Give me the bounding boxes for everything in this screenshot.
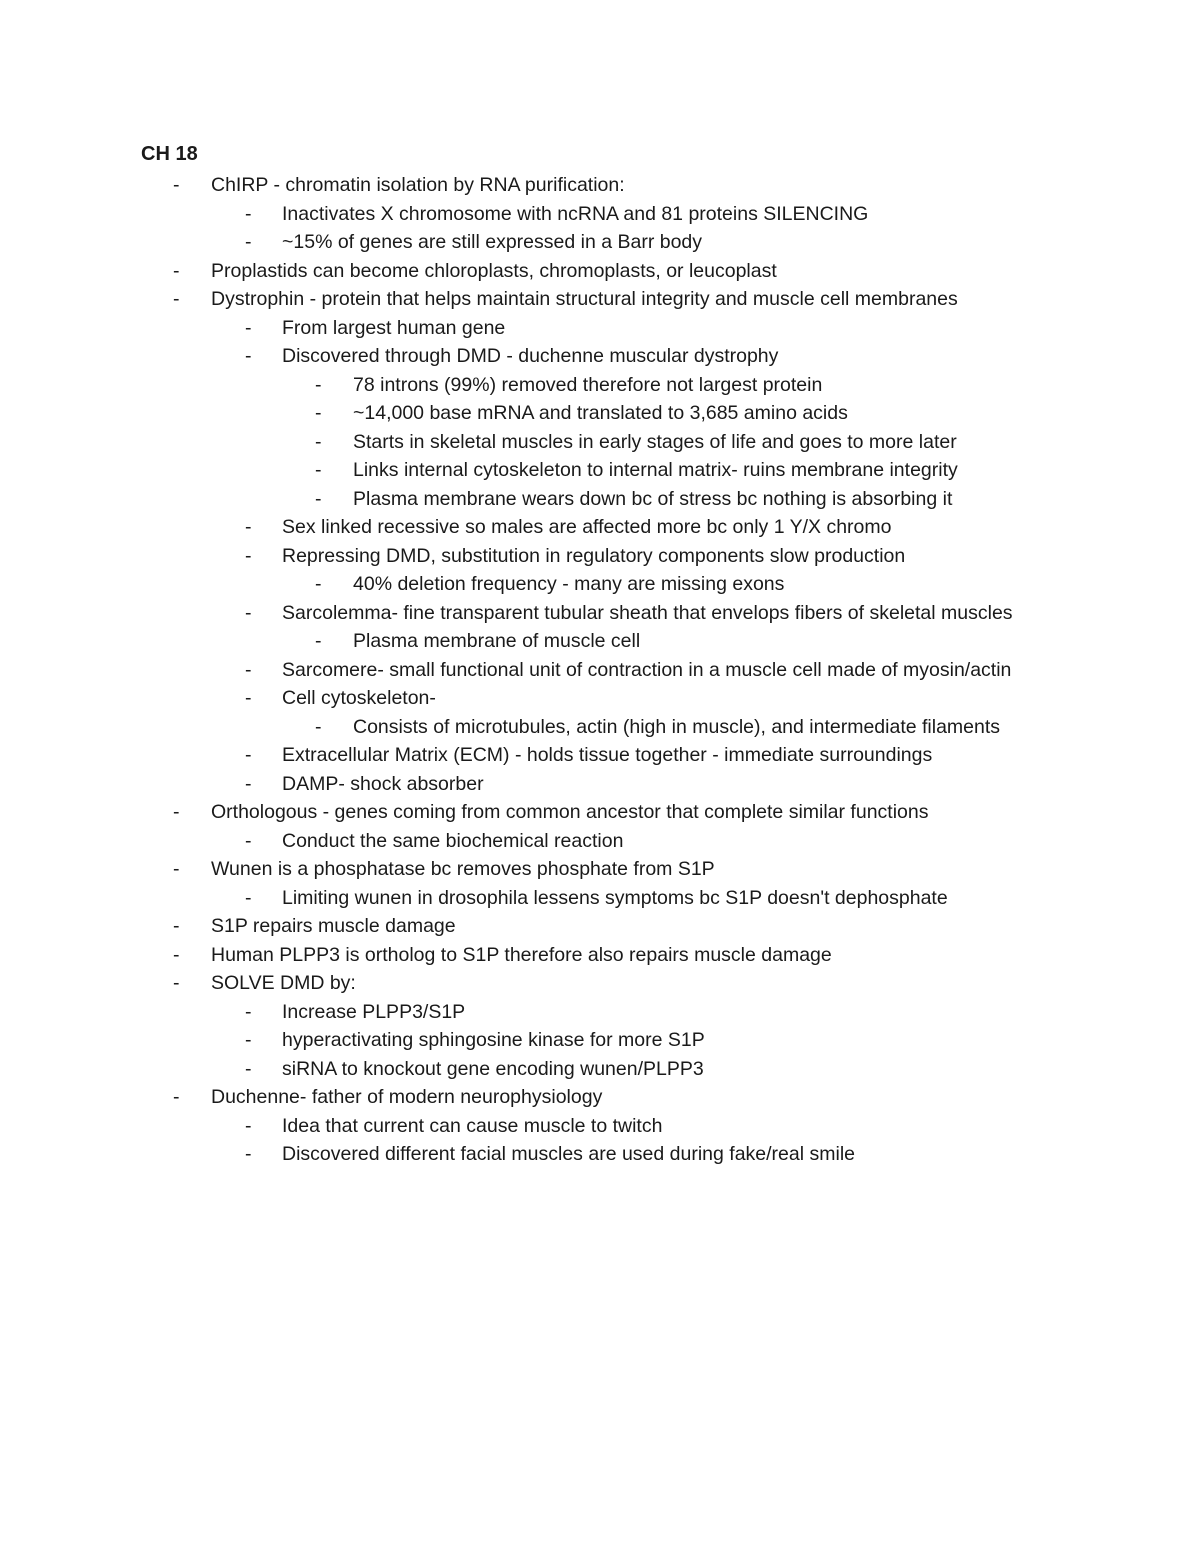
list-item bbox=[0, 485, 1200, 514]
bullet-dash: - bbox=[245, 345, 252, 367]
list-item-text: DAMP- shock absorber bbox=[282, 772, 484, 795]
list-item bbox=[0, 827, 1200, 856]
list-item bbox=[0, 171, 1200, 200]
bullet-dash: - bbox=[245, 231, 252, 253]
bullet-dash: - bbox=[315, 715, 322, 738]
list-item-text: Starts in skeletal muscles in early stages of life and goes to more later bbox=[353, 430, 957, 453]
list-item bbox=[0, 656, 1200, 685]
list-item bbox=[0, 399, 1200, 428]
bullet-dash: - bbox=[173, 288, 180, 310]
list-item bbox=[0, 456, 1200, 485]
list-item bbox=[0, 998, 1200, 1027]
bullet-dash: - bbox=[315, 459, 322, 481]
list-item-text: Consists of microtubules, actin (high in muscle), and intermediate filaments bbox=[353, 715, 1001, 738]
bullet-dash: - bbox=[245, 829, 252, 852]
list-item bbox=[0, 912, 1200, 941]
list-item-text: Discovered through DMD - duchenne muscular dystrophy bbox=[282, 345, 779, 367]
list-item bbox=[0, 1140, 1200, 1169]
bullet-dash: - bbox=[173, 972, 180, 994]
list-item-text: ChIRP - chromatin isolation by RNA purification: bbox=[211, 174, 625, 196]
bullet-dash: - bbox=[245, 544, 252, 567]
list-item-text: Links internal cytoskeleton to internal matrix- ruins membrane integrity bbox=[353, 459, 958, 481]
bullet-dash: - bbox=[245, 316, 252, 339]
list-item-text: Sarcolemma- fine transparent tubular sheath that envelops fibers of skeletal muscles bbox=[282, 601, 1013, 624]
list-item-text: Inactivates X chromosome with ncRNA and 81 proteins SILENCING bbox=[282, 202, 869, 225]
notes-list bbox=[0, 171, 1200, 1169]
list-item bbox=[0, 285, 1200, 314]
page-title: CH 18 bbox=[141, 143, 198, 165]
bullet-dash: - bbox=[315, 373, 322, 396]
list-item bbox=[0, 228, 1200, 257]
bullet-dash: - bbox=[173, 259, 180, 282]
list-item-text: ~15% of genes are still expressed in a Barr body bbox=[282, 231, 703, 253]
list-item bbox=[0, 627, 1200, 656]
bullet-dash: - bbox=[245, 1029, 252, 1051]
list-item-text: ~14,000 base mRNA and translated to 3,685 amino acids bbox=[353, 402, 848, 424]
list-item bbox=[0, 741, 1200, 770]
bullet-dash: - bbox=[173, 915, 180, 937]
bullet-dash: - bbox=[315, 430, 322, 453]
list-item bbox=[0, 713, 1200, 742]
bullet-dash: - bbox=[245, 687, 252, 709]
bullet-dash: - bbox=[173, 943, 180, 966]
bullet-dash: - bbox=[173, 801, 180, 823]
list-item-text: Plasma membrane wears down bc of stress bc nothing is absorbing it bbox=[353, 487, 953, 510]
list-item-text: Orthologous - genes coming from common ancestor that complete similar functions bbox=[211, 801, 929, 823]
list-item bbox=[0, 969, 1200, 998]
list-item-text: Conduct the same biochemical reaction bbox=[282, 829, 624, 852]
list-item bbox=[0, 684, 1200, 713]
list-item bbox=[0, 884, 1200, 913]
list-item bbox=[0, 1026, 1200, 1055]
list-item-text: Increase PLPP3/S1P bbox=[282, 1000, 466, 1023]
list-item-text: Duchenne- father of modern neurophysiology bbox=[211, 1086, 603, 1108]
list-item-text: 78 introns (99%) removed therefore not largest protein bbox=[353, 373, 823, 396]
bullet-dash: - bbox=[245, 1057, 252, 1080]
list-item bbox=[0, 1083, 1200, 1112]
list-item bbox=[0, 798, 1200, 827]
list-item-text: Idea that current can cause muscle to twitch bbox=[282, 1114, 663, 1137]
bullet-dash: - bbox=[245, 658, 252, 681]
bullet-dash: - bbox=[245, 601, 252, 624]
bullet-dash: - bbox=[315, 487, 322, 510]
list-item-text: Limiting wunen in drosophila lessens symptoms bc S1P doesn't dephosphate bbox=[282, 886, 948, 909]
list-item-text: siRNA to knockout gene encoding wunen/PLPP3 bbox=[282, 1057, 704, 1080]
list-item-text: hyperactivating sphingosine kinase for more S1P bbox=[282, 1029, 705, 1051]
list-item-text: Discovered different facial muscles are used during fake/real smile bbox=[282, 1143, 855, 1165]
list-item bbox=[0, 770, 1200, 799]
list-item-text: Dystrophin - protein that helps maintain structural integrity and muscle cell membranes bbox=[211, 288, 958, 310]
bullet-dash: - bbox=[173, 174, 180, 196]
list-item-text: Cell cytoskeleton- bbox=[282, 687, 436, 709]
list-item-text: SOLVE DMD by: bbox=[211, 972, 356, 994]
list-item bbox=[0, 855, 1200, 884]
bullet-dash: - bbox=[245, 516, 252, 538]
list-item bbox=[0, 314, 1200, 343]
list-item-text: 40% deletion frequency - many are missing exons bbox=[353, 573, 785, 595]
list-item bbox=[0, 1112, 1200, 1141]
list-item bbox=[0, 200, 1200, 229]
bullet-dash: - bbox=[245, 1114, 252, 1137]
list-item bbox=[0, 1055, 1200, 1084]
list-item-text: Sarcomere- small functional unit of contraction in a muscle cell made of myosin/actin bbox=[282, 658, 1012, 681]
list-item bbox=[0, 428, 1200, 457]
bullet-dash: - bbox=[245, 1143, 252, 1165]
bullet-dash: - bbox=[245, 744, 252, 766]
bullet-dash: - bbox=[173, 858, 180, 880]
list-item-text: Sex linked recessive so males are affected more bc only 1 Y/X chromo bbox=[282, 516, 892, 538]
list-item-text: Wunen is a phosphatase bc removes phosphate from S1P bbox=[211, 858, 715, 880]
bullet-dash: - bbox=[245, 1000, 252, 1023]
bullet-dash: - bbox=[173, 1086, 180, 1108]
list-item bbox=[0, 570, 1200, 599]
list-item bbox=[0, 371, 1200, 400]
list-item-text: Plasma membrane of muscle cell bbox=[353, 630, 641, 652]
list-item-text: Extracellular Matrix (ECM) - holds tissue together - immediate surroundings bbox=[282, 744, 933, 766]
list-item bbox=[0, 257, 1200, 286]
list-item-text: Repressing DMD, substitution in regulatory components slow production bbox=[282, 544, 906, 567]
list-item bbox=[0, 599, 1200, 628]
list-item bbox=[0, 542, 1200, 571]
bullet-dash: - bbox=[245, 886, 252, 909]
bullet-dash: - bbox=[315, 573, 322, 595]
bullet-dash: - bbox=[315, 630, 322, 652]
list-item-text: S1P repairs muscle damage bbox=[211, 915, 456, 937]
list-item-text: Human PLPP3 is ortholog to S1P therefore also repairs muscle damage bbox=[211, 943, 832, 966]
list-item-text: From largest human gene bbox=[282, 316, 506, 339]
list-item bbox=[0, 513, 1200, 542]
bullet-dash: - bbox=[245, 202, 252, 225]
bullet-dash: - bbox=[315, 402, 322, 424]
bullet-dash: - bbox=[245, 772, 252, 795]
list-item bbox=[0, 941, 1200, 970]
list-item-text: Proplastids can become chloroplasts, chromoplasts, or leucoplast bbox=[211, 259, 777, 282]
list-item bbox=[0, 342, 1200, 371]
